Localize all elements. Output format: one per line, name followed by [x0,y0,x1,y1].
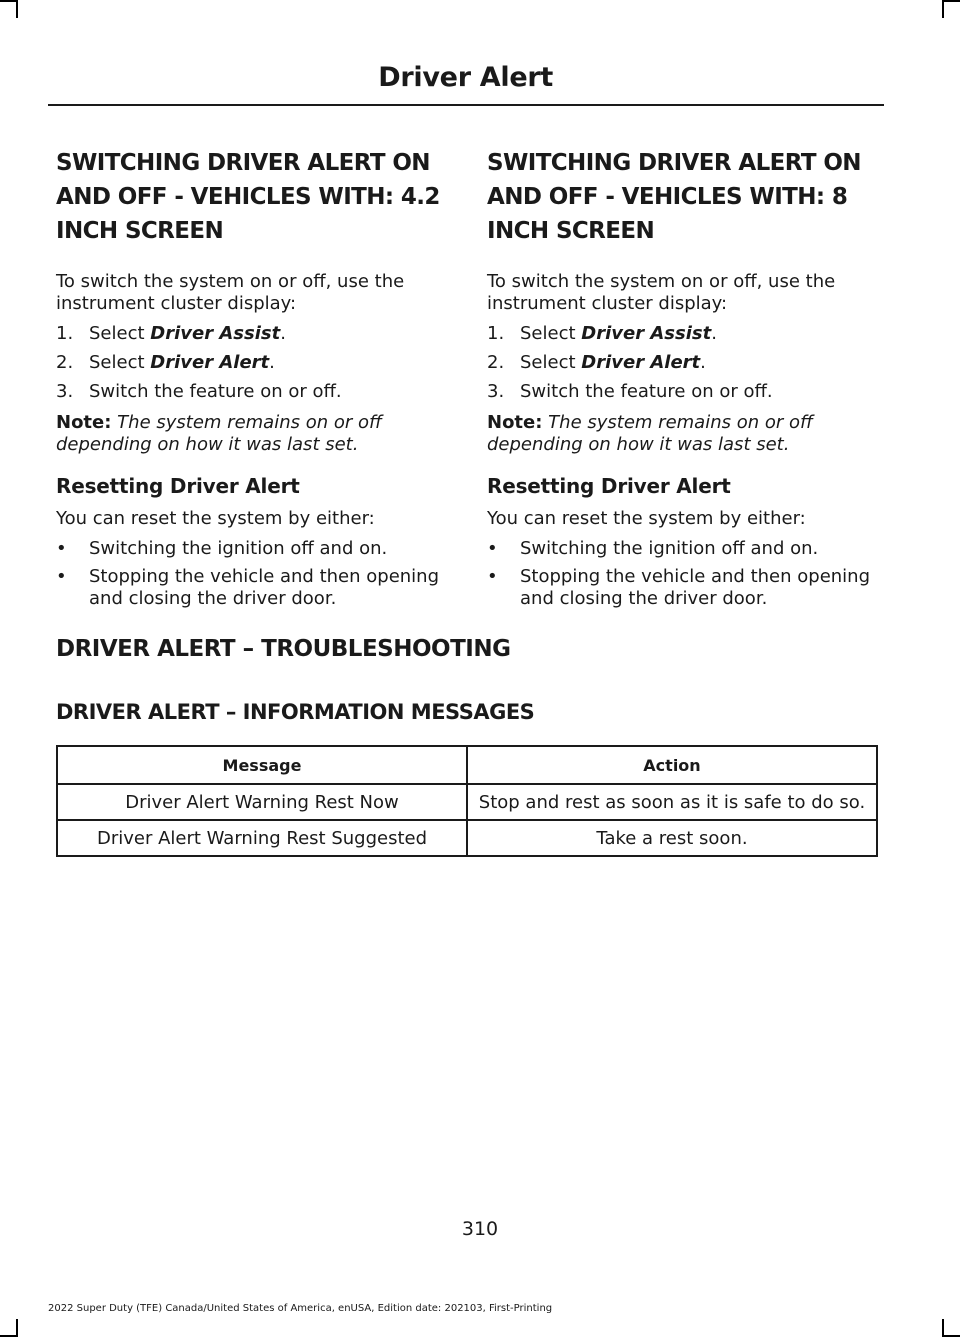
step-emphasis: Driver Assist [150,323,281,344]
crop-mark [16,1319,18,1337]
column-header-action: Action [467,746,877,784]
troubleshooting-heading: DRIVER ALERT – TROUBLESHOOTING [56,636,511,662]
step-suffix: . [700,352,706,373]
crop-mark [942,0,944,18]
step-text: Select [89,323,151,344]
crop-mark [942,0,960,2]
heading-line: INCH SCREEN [487,218,655,244]
bullet-text: Switching the ignition off and on. [89,538,388,559]
column-header-message: Message [57,746,467,784]
bullet-list [487,538,879,610]
heading-line: INCH SCREEN [56,218,224,244]
reset-intro: You can reset the system by either: [487,508,806,529]
step-text: Select [520,323,582,344]
note-label: Note: [487,412,543,433]
intro-text: To switch the system on or off, use the instrument cluster display: [487,271,836,314]
table-row [57,820,877,856]
left-column [56,146,448,616]
step-text: Switch the feature on or off. [89,381,342,402]
messages-table [56,745,878,857]
step-emphasis: Driver Alert [581,352,701,373]
step-item [56,381,448,410]
step-item [56,323,448,352]
step-suffix: . [269,352,275,373]
note-label: Note: [56,412,112,433]
message-cell: Driver Alert Warning Rest Suggested [57,820,467,856]
footer-edition-info: 2022 Super Duty (TFE) Canada/United States of America, enUSA, Edition date: 202103, First-Printing [48,1303,553,1314]
step-number: 1. [56,323,74,344]
step-item [487,352,879,381]
step-number: 1. [487,323,505,344]
reset-heading: Resetting Driver Alert [56,474,300,498]
step-text: Select [89,352,151,373]
note-text: The system remains on or off depending on how it was last set. [487,412,813,455]
step-number: 2. [56,352,74,373]
bullet-item [56,538,448,560]
section-heading-4-2-inch [56,146,448,248]
action-cell: Take a rest soon. [467,820,877,856]
step-text: Select [520,352,582,373]
page-number: 310 [461,1218,499,1240]
heading-line: SWITCHING DRIVER ALERT ON [487,150,861,176]
step-number: 2. [487,352,505,373]
section-heading-8-inch [487,146,879,248]
bullet-text: Stopping the vehicle and then opening and closing the driver door. [89,566,440,609]
page-header-title: Driver Alert [378,62,553,93]
heading-line: AND OFF - VEHICLES WITH: 8 [487,184,848,210]
information-messages-heading: DRIVER ALERT – INFORMATION MESSAGES [56,700,535,724]
step-item [56,352,448,381]
note-text: The system remains on or off depending on how it was last set. [56,412,382,455]
bullet-text: Switching the ignition off and on. [520,538,819,559]
table-header-row [57,746,877,784]
intro-text: To switch the system on or off, use the instrument cluster display: [56,271,405,314]
step-number: 3. [487,381,505,402]
right-column [487,146,879,616]
bullet-marker: • [56,538,67,559]
step-item [487,323,879,352]
steps-list [56,323,448,410]
table-row [57,784,877,820]
bullet-item [487,538,879,560]
header-divider [48,104,884,106]
crop-mark [942,1319,944,1337]
bullet-item [487,566,879,610]
step-suffix: . [280,323,286,344]
note [487,412,879,456]
heading-line: AND OFF - VEHICLES WITH: 4.2 [56,184,440,210]
note [56,412,448,456]
bullet-marker: • [56,566,67,587]
message-cell: Driver Alert Warning Rest Now [57,784,467,820]
step-suffix: . [711,323,717,344]
heading-line: SWITCHING DRIVER ALERT ON [56,150,430,176]
step-item [487,381,879,410]
steps-list [487,323,879,410]
crop-mark [16,0,18,18]
bullet-text: Stopping the vehicle and then opening and closing the driver door. [520,566,871,609]
step-number: 3. [56,381,74,402]
step-emphasis: Driver Alert [150,352,270,373]
bullet-list [56,538,448,610]
step-text: Switch the feature on or off. [520,381,773,402]
reset-heading: Resetting Driver Alert [487,474,731,498]
step-emphasis: Driver Assist [581,323,712,344]
bullet-item [56,566,448,610]
bullet-marker: • [487,566,498,587]
bullet-marker: • [487,538,498,559]
action-cell: Stop and rest as soon as it is safe to do so. [467,784,877,820]
reset-intro: You can reset the system by either: [56,508,375,529]
